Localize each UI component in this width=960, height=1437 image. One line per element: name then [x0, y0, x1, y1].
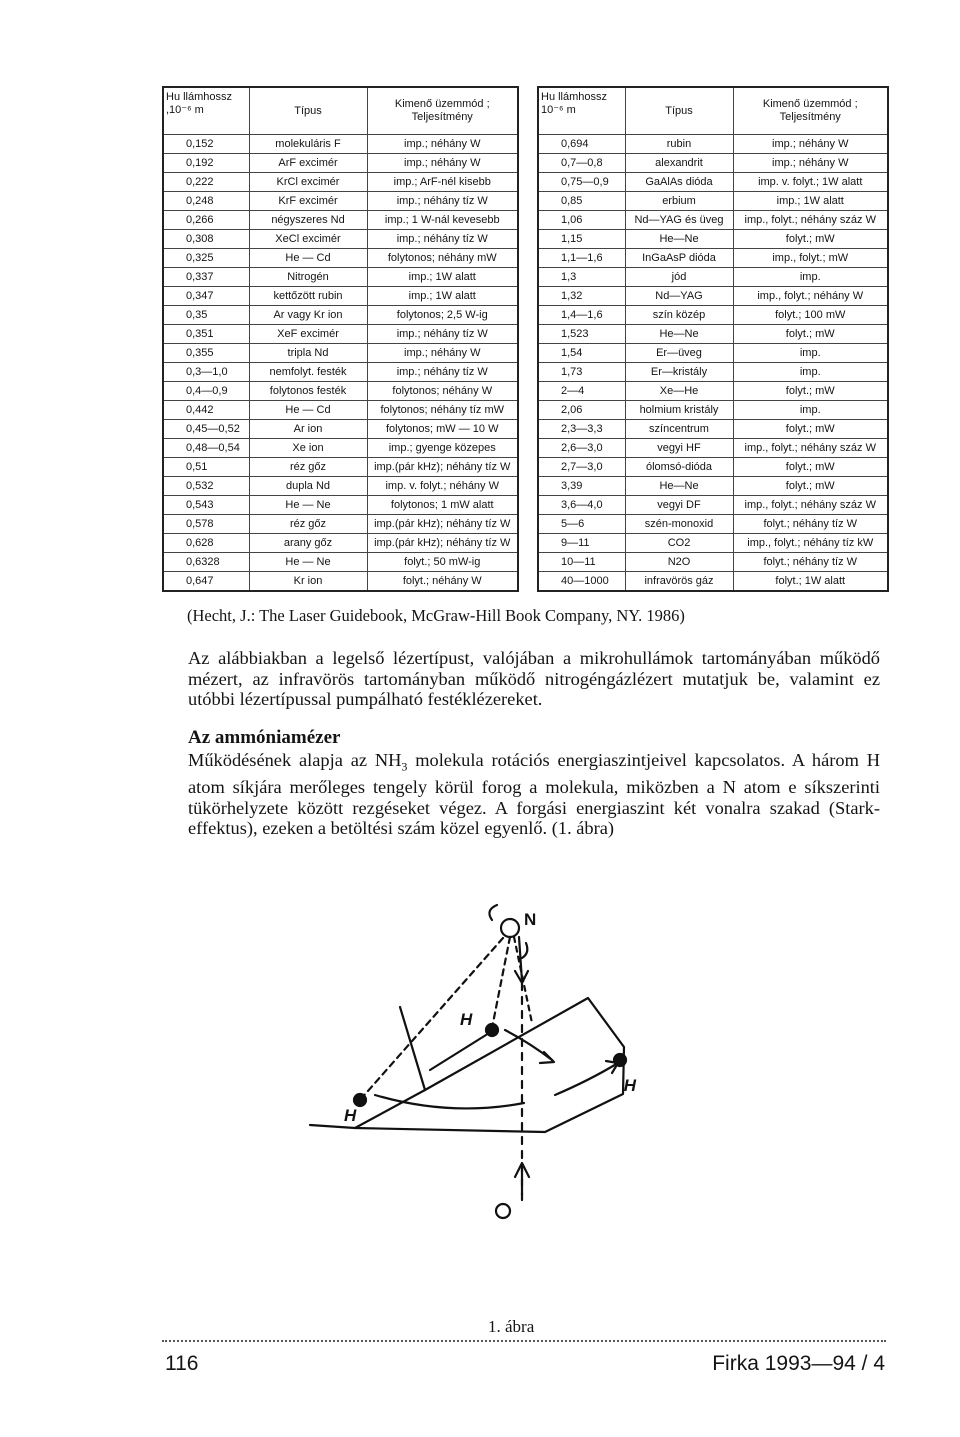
footer-divider: [162, 1340, 886, 1342]
cell-type: He — Cd: [249, 249, 367, 268]
header-wavelength-label: Hu llámhossz: [541, 91, 608, 103]
cell-wavelength: 10—11: [538, 553, 625, 572]
cell-wavelength: 0,75—0,9: [538, 173, 625, 192]
laser-table-right: [537, 86, 889, 592]
plane-edge-back: [400, 1007, 425, 1090]
cell-type: nemfolyt. festék: [249, 363, 367, 382]
table-row: [538, 287, 888, 306]
nitrogen-atom-top: [501, 919, 519, 937]
table-row: [538, 572, 888, 592]
cell-mode: folyt.; 50 mW-ig: [367, 553, 518, 572]
table-row: [538, 439, 888, 458]
cell-mode: imp., folyt.; néhány száz W: [733, 211, 888, 230]
cell-mode: imp.(pár kHz); néhány tíz W: [367, 534, 518, 553]
cell-wavelength: 0,543: [163, 496, 249, 515]
table-row: [538, 325, 888, 344]
cell-type: vegyi DF: [625, 496, 733, 515]
table-row: [163, 211, 518, 230]
table-body-right: [538, 135, 888, 592]
table-row: [163, 477, 518, 496]
cell-wavelength: 0,647: [163, 572, 249, 592]
table-row: [163, 249, 518, 268]
cell-mode: folyt.; mW: [733, 420, 888, 439]
table-row: [538, 496, 888, 515]
header-type: Típus: [625, 87, 733, 135]
plane-edge-left: [310, 1125, 355, 1128]
table-row: [538, 230, 888, 249]
cell-mode: imp.; néhány tíz W: [367, 192, 518, 211]
cell-mode: imp.; ArF-nél kisebb: [367, 173, 518, 192]
cell-mode: imp.: [733, 363, 888, 382]
cell-mode: imp.(pár kHz); néhány tíz W: [367, 515, 518, 534]
cell-type: Nd—YAG és üveg: [625, 211, 733, 230]
cell-wavelength: 0,308: [163, 230, 249, 249]
cell-mode: imp., folyt.; néhány száz W: [733, 439, 888, 458]
table-row: [163, 154, 518, 173]
cell-wavelength: 0,192: [163, 154, 249, 173]
cell-wavelength: 0,351: [163, 325, 249, 344]
table-row: [538, 363, 888, 382]
paragraph-text-rest: molekula rotációs energiaszintjeivel kapcsolatos. A három H atom síkjára merőleges tengely körül forog a molekula, miközben a N atom e síkszerinti tükörhelyzete között rezgéseket végez. A forgási energiaszint két vonalra szakad (Stark-effektus), ezeken a betöltési szám közel egyenlő. (1. ábra): [188, 750, 880, 839]
cell-type: XeF excimér: [249, 325, 367, 344]
cell-wavelength: 2—4: [538, 382, 625, 401]
table-row: [163, 268, 518, 287]
cell-type: He—Ne: [625, 230, 733, 249]
header-mode: Kimenő üzemmód ; Teljesítmény: [733, 87, 888, 135]
cell-mode: folytonos; mW — 10 W: [367, 420, 518, 439]
cell-mode: folyt.; mW: [733, 230, 888, 249]
bond-n-h-left: [360, 938, 503, 1100]
cell-wavelength: 40—1000: [538, 572, 625, 592]
cell-mode: folytonos; 2,5 W-ig: [367, 306, 518, 325]
cell-wavelength: 1,32: [538, 287, 625, 306]
cell-mode: folytonos; néhány tíz mW: [367, 401, 518, 420]
ammonia-molecule-figure: [300, 895, 640, 1225]
rotation-arrow-4: [555, 1063, 618, 1095]
cell-wavelength: 0,532: [163, 477, 249, 496]
table-row: [163, 344, 518, 363]
cell-wavelength: 0,152: [163, 135, 249, 154]
cell-wavelength: 1,1—1,6: [538, 249, 625, 268]
cell-wavelength: 0,355: [163, 344, 249, 363]
cell-mode: folyt.; néhány tíz W: [733, 553, 888, 572]
cell-type: alexandrit: [625, 154, 733, 173]
cell-wavelength: 0,4—0,9: [163, 382, 249, 401]
header-type: Típus: [249, 87, 367, 135]
cell-mode: folyt.; mW: [733, 458, 888, 477]
cell-mode: imp.; gyenge közepes: [367, 439, 518, 458]
cell-type: N2O: [625, 553, 733, 572]
table-row: [163, 553, 518, 572]
cell-mode: imp.; 1 W-nál kevesebb: [367, 211, 518, 230]
cell-type: infravörös gáz: [625, 572, 733, 592]
table-row: [538, 344, 888, 363]
cell-wavelength: 2,06: [538, 401, 625, 420]
cell-type: Er—üveg: [625, 344, 733, 363]
rotation-arrow-top-left: [489, 905, 497, 920]
rotation-arrow-top-right: [522, 943, 527, 958]
cell-mode: imp.; néhány tíz W: [367, 325, 518, 344]
table-row: [538, 192, 888, 211]
bond-n-h-top: [492, 937, 510, 1028]
cell-mode: folyt.; mW: [733, 382, 888, 401]
cell-mode: folyt.; néhány tíz W: [733, 515, 888, 534]
table-row: [163, 515, 518, 534]
table-row: [538, 477, 888, 496]
bond-axis-dashed: [514, 937, 532, 1023]
cell-wavelength: 0,3—1,0: [163, 363, 249, 382]
cell-mode: folytonos; 1 mW alatt: [367, 496, 518, 515]
cell-mode: imp.; néhány W: [367, 135, 518, 154]
header-mode: Kimenő üzemmód ; Teljesítmény: [367, 87, 518, 135]
nitrogen-atom-mirror: [496, 1204, 510, 1218]
cell-mode: imp.; 1W alatt: [367, 287, 518, 306]
cell-type: KrCl excimér: [249, 173, 367, 192]
paragraph-text-start: Működésének alapja az NH: [188, 750, 402, 770]
cell-wavelength: 3,39: [538, 477, 625, 496]
cell-wavelength: 1,15: [538, 230, 625, 249]
cell-type: He — Ne: [249, 553, 367, 572]
cell-type: dupla Nd: [249, 477, 367, 496]
cell-type: InGaAsP dióda: [625, 249, 733, 268]
cell-type: Er—kristály: [625, 363, 733, 382]
table-row: [163, 534, 518, 553]
cell-mode: imp.; néhány tíz W: [367, 230, 518, 249]
header-wavelength-label: Hu llámhossz: [166, 91, 233, 103]
header-wavelength: [538, 87, 625, 135]
cell-wavelength: 1,54: [538, 344, 625, 363]
cell-type: szén-monoxid: [625, 515, 733, 534]
header-wavelength: [163, 87, 249, 135]
cell-wavelength: 0,266: [163, 211, 249, 230]
rotation-arrow-3: [430, 1035, 486, 1070]
cell-wavelength: 1,06: [538, 211, 625, 230]
cell-type: Ar ion: [249, 420, 367, 439]
cell-type: rubin: [625, 135, 733, 154]
cell-mode: imp.; néhány W: [367, 154, 518, 173]
table-row: [538, 553, 888, 572]
intro-paragraph: Az alábbiakban a legelső lézertípust, valójában a mikrohullámok tartományában működő mézert, az infravörös tartományban működő nitrogéngázlézert mutatjuk be, valamint ez utóbbi lézertípussal pumpálható festéklézereket.: [188, 648, 880, 709]
cell-wavelength: 0,325: [163, 249, 249, 268]
cell-wavelength: 0,248: [163, 192, 249, 211]
cell-mode: imp., folyt.; néhány tíz kW: [733, 534, 888, 553]
cell-wavelength: 0,222: [163, 173, 249, 192]
cell-type: holmium kristály: [625, 401, 733, 420]
cell-wavelength: 0,6328: [163, 553, 249, 572]
table-row: [163, 401, 518, 420]
table-row: [163, 287, 518, 306]
table-row: [163, 306, 518, 325]
figure-caption: 1. ábra: [488, 1317, 535, 1336]
table-row: [538, 211, 888, 230]
cell-type: ólomsó-dióda: [625, 458, 733, 477]
table-row: [163, 382, 518, 401]
table-row: [538, 268, 888, 287]
cell-type: Kr ion: [249, 572, 367, 592]
cell-type: réz gőz: [249, 515, 367, 534]
cell-wavelength: 0,347: [163, 287, 249, 306]
table-row: [163, 420, 518, 439]
cell-type: molekuláris F: [249, 135, 367, 154]
cell-mode: imp., folyt.; néhány W: [733, 287, 888, 306]
cell-type: He — Cd: [249, 401, 367, 420]
cell-mode: imp.(pár kHz); néhány tíz W: [367, 458, 518, 477]
rotation-arrow-2: [375, 1095, 524, 1108]
citation: (Hecht, J.: The Laser Guidebook, McGraw-Hill Book Company, NY. 1986): [187, 606, 685, 625]
cell-wavelength: 0,628: [163, 534, 249, 553]
table-row: [163, 192, 518, 211]
cell-mode: folyt.; mW: [733, 325, 888, 344]
header-wavelength-unit: 10⁻⁶ m: [541, 104, 576, 116]
cell-mode: imp. v. folyt.; néhány W: [367, 477, 518, 496]
cell-type: GaAlAs dióda: [625, 173, 733, 192]
cell-mode: folyt.; mW: [733, 477, 888, 496]
cell-type: KrF excimér: [249, 192, 367, 211]
cell-wavelength: 0,442: [163, 401, 249, 420]
cell-type: réz gőz: [249, 458, 367, 477]
cell-wavelength: 1,4—1,6: [538, 306, 625, 325]
cell-mode: imp.; 1W alatt: [733, 192, 888, 211]
hydrogen-atom-left: [354, 1094, 366, 1106]
table-row: [163, 173, 518, 192]
label-n: N: [524, 910, 537, 929]
ammonia-maser-paragraph: [188, 750, 880, 839]
cell-mode: imp. v. folyt.; 1W alatt: [733, 173, 888, 192]
table-row: [163, 230, 518, 249]
cell-wavelength: 2,3—3,3: [538, 420, 625, 439]
label-h-top: H: [460, 1010, 473, 1029]
cell-type: kettőzött rubin: [249, 287, 367, 306]
cell-wavelength: 1,3: [538, 268, 625, 287]
cell-type: Xe ion: [249, 439, 367, 458]
cell-mode: imp.: [733, 401, 888, 420]
cell-type: ArF excimér: [249, 154, 367, 173]
cell-mode: imp.: [733, 268, 888, 287]
page-number: 116: [165, 1352, 199, 1375]
cell-mode: folytonos; néhány mW: [367, 249, 518, 268]
cell-wavelength: 0,51: [163, 458, 249, 477]
cell-wavelength: 1,73: [538, 363, 625, 382]
cell-mode: folyt.; 100 mW: [733, 306, 888, 325]
cell-mode: imp., folyt.; mW: [733, 249, 888, 268]
cell-mode: imp.; néhány W: [367, 344, 518, 363]
cell-type: szín közép: [625, 306, 733, 325]
cell-mode: imp.; néhány tíz W: [367, 363, 518, 382]
cell-wavelength: 0,45—0,52: [163, 420, 249, 439]
table-row: [163, 363, 518, 382]
cell-type: jód: [625, 268, 733, 287]
cell-wavelength: 0,337: [163, 268, 249, 287]
cell-wavelength: 0,7—0,8: [538, 154, 625, 173]
cell-type: vegyi HF: [625, 439, 733, 458]
cell-wavelength: 3,6—4,0: [538, 496, 625, 515]
table-row: [538, 401, 888, 420]
table-row: [538, 458, 888, 477]
cell-wavelength: 0,85: [538, 192, 625, 211]
cell-mode: imp.: [733, 344, 888, 363]
section-title: Az ammóniamézer: [188, 727, 341, 748]
label-h-left: H: [344, 1106, 357, 1125]
cell-mode: imp.; néhány W: [733, 154, 888, 173]
table-body-left: [163, 135, 518, 592]
cell-type: tripla Nd: [249, 344, 367, 363]
laser-table-left: [162, 86, 519, 592]
cell-wavelength: 9—11: [538, 534, 625, 553]
cell-wavelength: 1,523: [538, 325, 625, 344]
table-row: [538, 154, 888, 173]
cell-wavelength: 2,6—3,0: [538, 439, 625, 458]
cell-type: erbium: [625, 192, 733, 211]
label-h-right: H: [623, 1076, 636, 1095]
header-wavelength-unit: ,10⁻⁶ m: [166, 104, 204, 116]
table-row: [538, 420, 888, 439]
cell-wavelength: 0,578: [163, 515, 249, 534]
table-row: [538, 382, 888, 401]
cell-mode: folyt.; néhány W: [367, 572, 518, 592]
table-row: [538, 135, 888, 154]
cell-mode: folyt.; 1W alatt: [733, 572, 888, 592]
formula-subscript: 3: [401, 759, 408, 774]
table-row: [163, 439, 518, 458]
molecular-plane: [355, 998, 624, 1132]
journal-name: Firka 1993—94 / 4: [712, 1352, 885, 1375]
cell-type: He—Ne: [625, 325, 733, 344]
table-row: [538, 249, 888, 268]
table-row: [538, 306, 888, 325]
cell-type: XeCl excimér: [249, 230, 367, 249]
cell-type: folytonos festék: [249, 382, 367, 401]
cell-mode: imp.; 1W alatt: [367, 268, 518, 287]
cell-wavelength: 2,7—3,0: [538, 458, 625, 477]
cell-type: Nitrogén: [249, 268, 367, 287]
cell-wavelength: 0,35: [163, 306, 249, 325]
cell-type: színcentrum: [625, 420, 733, 439]
cell-mode: imp., folyt.; néhány száz W: [733, 496, 888, 515]
table-row: [163, 135, 518, 154]
table-row: [538, 173, 888, 192]
table-row: [163, 572, 518, 592]
table-row: [163, 496, 518, 515]
cell-wavelength: 0,48—0,54: [163, 439, 249, 458]
table-row: [163, 325, 518, 344]
table-row: [163, 458, 518, 477]
cell-type: Ar vagy Kr ion: [249, 306, 367, 325]
cell-wavelength: 5—6: [538, 515, 625, 534]
cell-mode: imp.; néhány W: [733, 135, 888, 154]
table-row: [538, 534, 888, 553]
cell-type: arany gőz: [249, 534, 367, 553]
cell-wavelength: 0,694: [538, 135, 625, 154]
cell-type: Nd—YAG: [625, 287, 733, 306]
hydrogen-atom-top: [486, 1024, 498, 1036]
cell-type: négyszeres Nd: [249, 211, 367, 230]
cell-mode: folytonos; néhány W: [367, 382, 518, 401]
cell-type: CO2: [625, 534, 733, 553]
cell-type: He—Ne: [625, 477, 733, 496]
table-row: [538, 515, 888, 534]
cell-type: Xe—He: [625, 382, 733, 401]
rotation-arrow-1: [505, 1030, 552, 1060]
cell-type: He — Ne: [249, 496, 367, 515]
